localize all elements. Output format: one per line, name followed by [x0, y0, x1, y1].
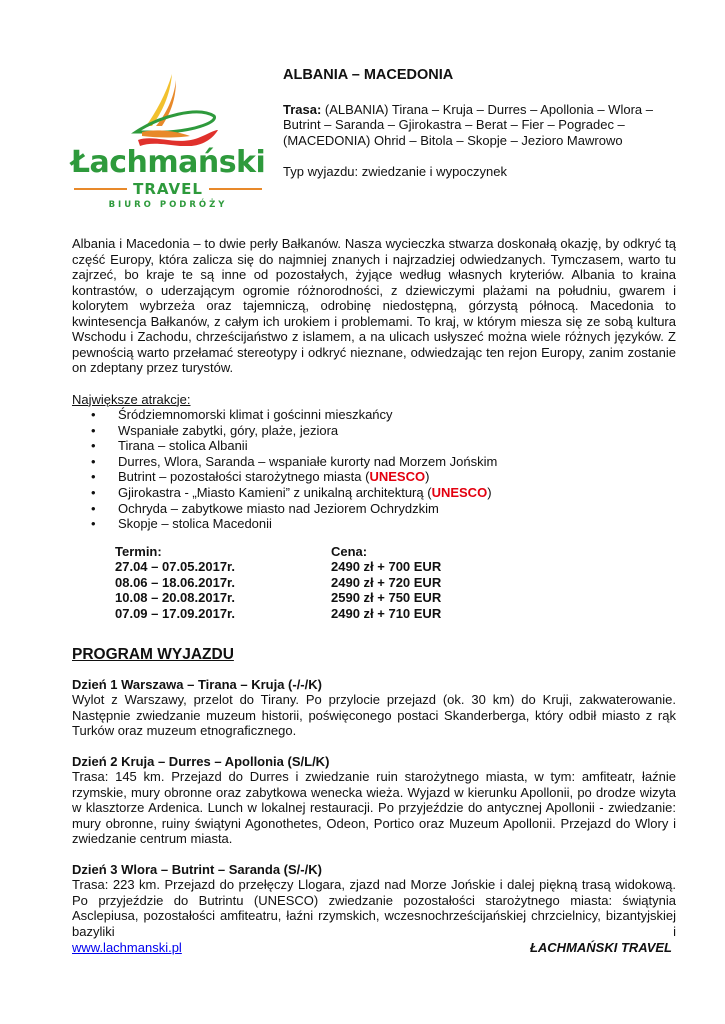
day-description: Trasa: 223 km. Przejazd do przełęczy Llogara, zjazd nad Morze Jońskie i dalej piękną trasą widokową. Po przyjeździe do Butrintu (UNESCO) zwiedzanie pozostałości starożytnego miasta: świątynia Asclepiusa, pozostałości amfiteatru, łaźni rzymskich, wczesnochrześcijańskiej chrzcielnicy, bizantyjskiej bazyliki i — [72, 877, 676, 939]
list-item — [118, 438, 676, 454]
list-item-text: Gjirokastra - „Miasto Kamieni” z unikalną architekturą ( — [118, 484, 432, 500]
day-title: Dzień 2 Kruja – Durres – Apollonia (S/L/K) — [72, 753, 330, 769]
program-day — [72, 862, 676, 940]
day-description: Wylot z Warszawy, przelot do Tirany. Po przylocie przejazd (ok. 30 km) do Kruji, zakwaterowanie. Następnie zwiedzanie muzeum historii, poświęconego postaci Skanderberga, który odbił miasto z rąk Turków oraz muzeum etnograficznego. — [72, 692, 676, 739]
logo-divider-left — [74, 188, 127, 190]
table-row — [115, 575, 676, 591]
column-header-price: Cena: — [331, 543, 368, 559]
logo-travel: TRAVEL — [133, 180, 203, 198]
price-cell: 2490 zł + 710 EUR — [331, 605, 442, 621]
intro-paragraph: Albania i Macedonia – to dwie perły Bałkanów. Nasza wycieczka stwarza doskonałą okazję, by odkryć tą część Europy, która zalicza się do najmniej znanych i najrzadziej odwiedzanych. Tymczasem, warto tu zajrzeć, bo kraje te są inne od pozostałych, żyjące według własnych kryteriów. Albania to kraina kontrastów, o uderzającym ogromie różnorodności, z dziewiczymi plażami na południu, gwarem i kolorytem wybrzeża oraz tajemniczą, odrobinę niedostępną, górzystą północą. Macedonia to kwintesencja Bałkanów, z całym ich urokiem i problemami. To kraj, w którym miesza się ze sobą kultura Wschodu i Zachodu, chrześcijaństwo z islamem, a na ulicach usłyszeć można wiele różnych języków. Z pewnością warto przełamać stereotypy i odkryć nieznane, odwiedzając ten rejon Europy, zanim zostanie on zdeptany przez turystów. — [72, 236, 676, 375]
date-cell: 08.06 – 18.06.2017r. — [115, 574, 236, 590]
table-row — [115, 559, 676, 575]
list-item-text: Butrint – pozostałości starożytnego miasta ( — [118, 469, 370, 485]
company-logo — [68, 66, 268, 216]
day-title: Dzień 1 Warszawa – Tirana – Kruja (-/-/K) — [72, 676, 322, 692]
page-footer — [72, 940, 672, 955]
list-item-text: Wspaniałe zabytki, góry, plaże, jeziora — [118, 422, 339, 438]
unesco-badge: UNESCO — [369, 469, 426, 485]
date-cell: 10.08 – 20.08.2017r. — [115, 590, 236, 606]
logo-travel-row — [68, 179, 268, 199]
sailboat-logo-icon — [68, 66, 268, 146]
logo-wordmark: Łachmański — [70, 145, 266, 180]
day-title: Dzień 3 Wlora – Butrint – Saranda (S/-/K) — [72, 861, 322, 877]
list-item-suffix: ) — [487, 484, 492, 500]
price-cell: 2490 zł + 720 EUR — [331, 574, 442, 590]
column-header-dates: Termin: — [115, 543, 162, 559]
trip-type: Typ wyjazdu: zwiedzanie i wypoczynek — [283, 164, 507, 179]
date-cell: 27.04 – 07.05.2017r. — [115, 559, 236, 575]
list-item — [118, 454, 676, 470]
list-item — [118, 485, 676, 501]
list-item-text: Skopje – stolica Macedonii — [118, 516, 272, 532]
dates-prices-table — [115, 544, 676, 622]
program-title: PROGRAM WYJAZDU — [72, 646, 234, 664]
table-row — [115, 590, 676, 606]
price-cell: 2590 zł + 750 EUR — [331, 590, 442, 606]
list-item — [118, 469, 676, 485]
program-day — [72, 677, 676, 739]
list-item-text: Tirana – stolica Albanii — [118, 438, 248, 454]
table-header-row — [115, 544, 676, 560]
list-item-suffix: ) — [425, 469, 430, 485]
date-cell: 07.09 – 17.09.2017r. — [115, 605, 236, 621]
trip-header — [283, 68, 683, 180]
list-item-text: Śródziemnomorski klimat i gościnni mieszkańcy — [118, 407, 393, 422]
list-item — [118, 407, 676, 423]
document-body — [72, 236, 676, 954]
route-label: Trasa: — [283, 101, 322, 117]
logo-divider-right — [209, 188, 262, 190]
attractions-list — [72, 407, 676, 532]
table-row — [115, 606, 676, 622]
page-title: ALBANIA – MACEDONIA — [283, 67, 454, 83]
day-description: Trasa: 145 km. Przejazd do Durres i zwiedzanie ruin starożytnego miasta, w tym: amfiteatr, łaźnie rzymskie, mury obronne oraz zabytkowa wenecka wieża. Wyjazd w kierunku Apollonii, po drodze wizyta w klasztorze Ardenica. Lunch w lokalnej restauracji. Po przyjeździe do antycznej Apollonii - zwiedzanie: mury obronne, ruiny świątyni Agonothetes, Odeon, Portico oraz Muzeum Apollonii. Przejazd do Wlory i zwiedzanie centrum miasta. — [72, 769, 676, 847]
website-link[interactable]: www.lachmanski.pl — [72, 940, 182, 955]
route-text: (ALBANIA) Tirana – Kruja – Durres – Apollonia – Wlora – Butrint – Saranda – Gjirokastra – Berat – Fier – Pogradec – (MACEDONIA) Ohrid – Bitola – Skopje – Jezioro Mawrowo — [283, 101, 653, 148]
list-item-text: Ochryda – zabytkowe miasto nad Jeziorem Ochrydzkim — [118, 500, 439, 516]
unesco-badge: UNESCO — [431, 484, 488, 500]
logo-tagline: BIURO PODRÓŻY — [108, 200, 228, 210]
list-item — [118, 501, 676, 517]
trip-route — [283, 102, 683, 149]
list-item — [118, 423, 676, 439]
program-day — [72, 754, 676, 847]
footer-brand: ŁACHMAŃSKI TRAVEL — [529, 940, 672, 955]
list-item-text: Durres, Wlora, Saranda – wspaniałe kurorty nad Morzem Jońskim — [118, 453, 498, 469]
attractions-title: Największe atrakcje: — [72, 391, 191, 407]
price-cell: 2490 zł + 700 EUR — [331, 559, 442, 575]
list-item — [118, 516, 676, 532]
